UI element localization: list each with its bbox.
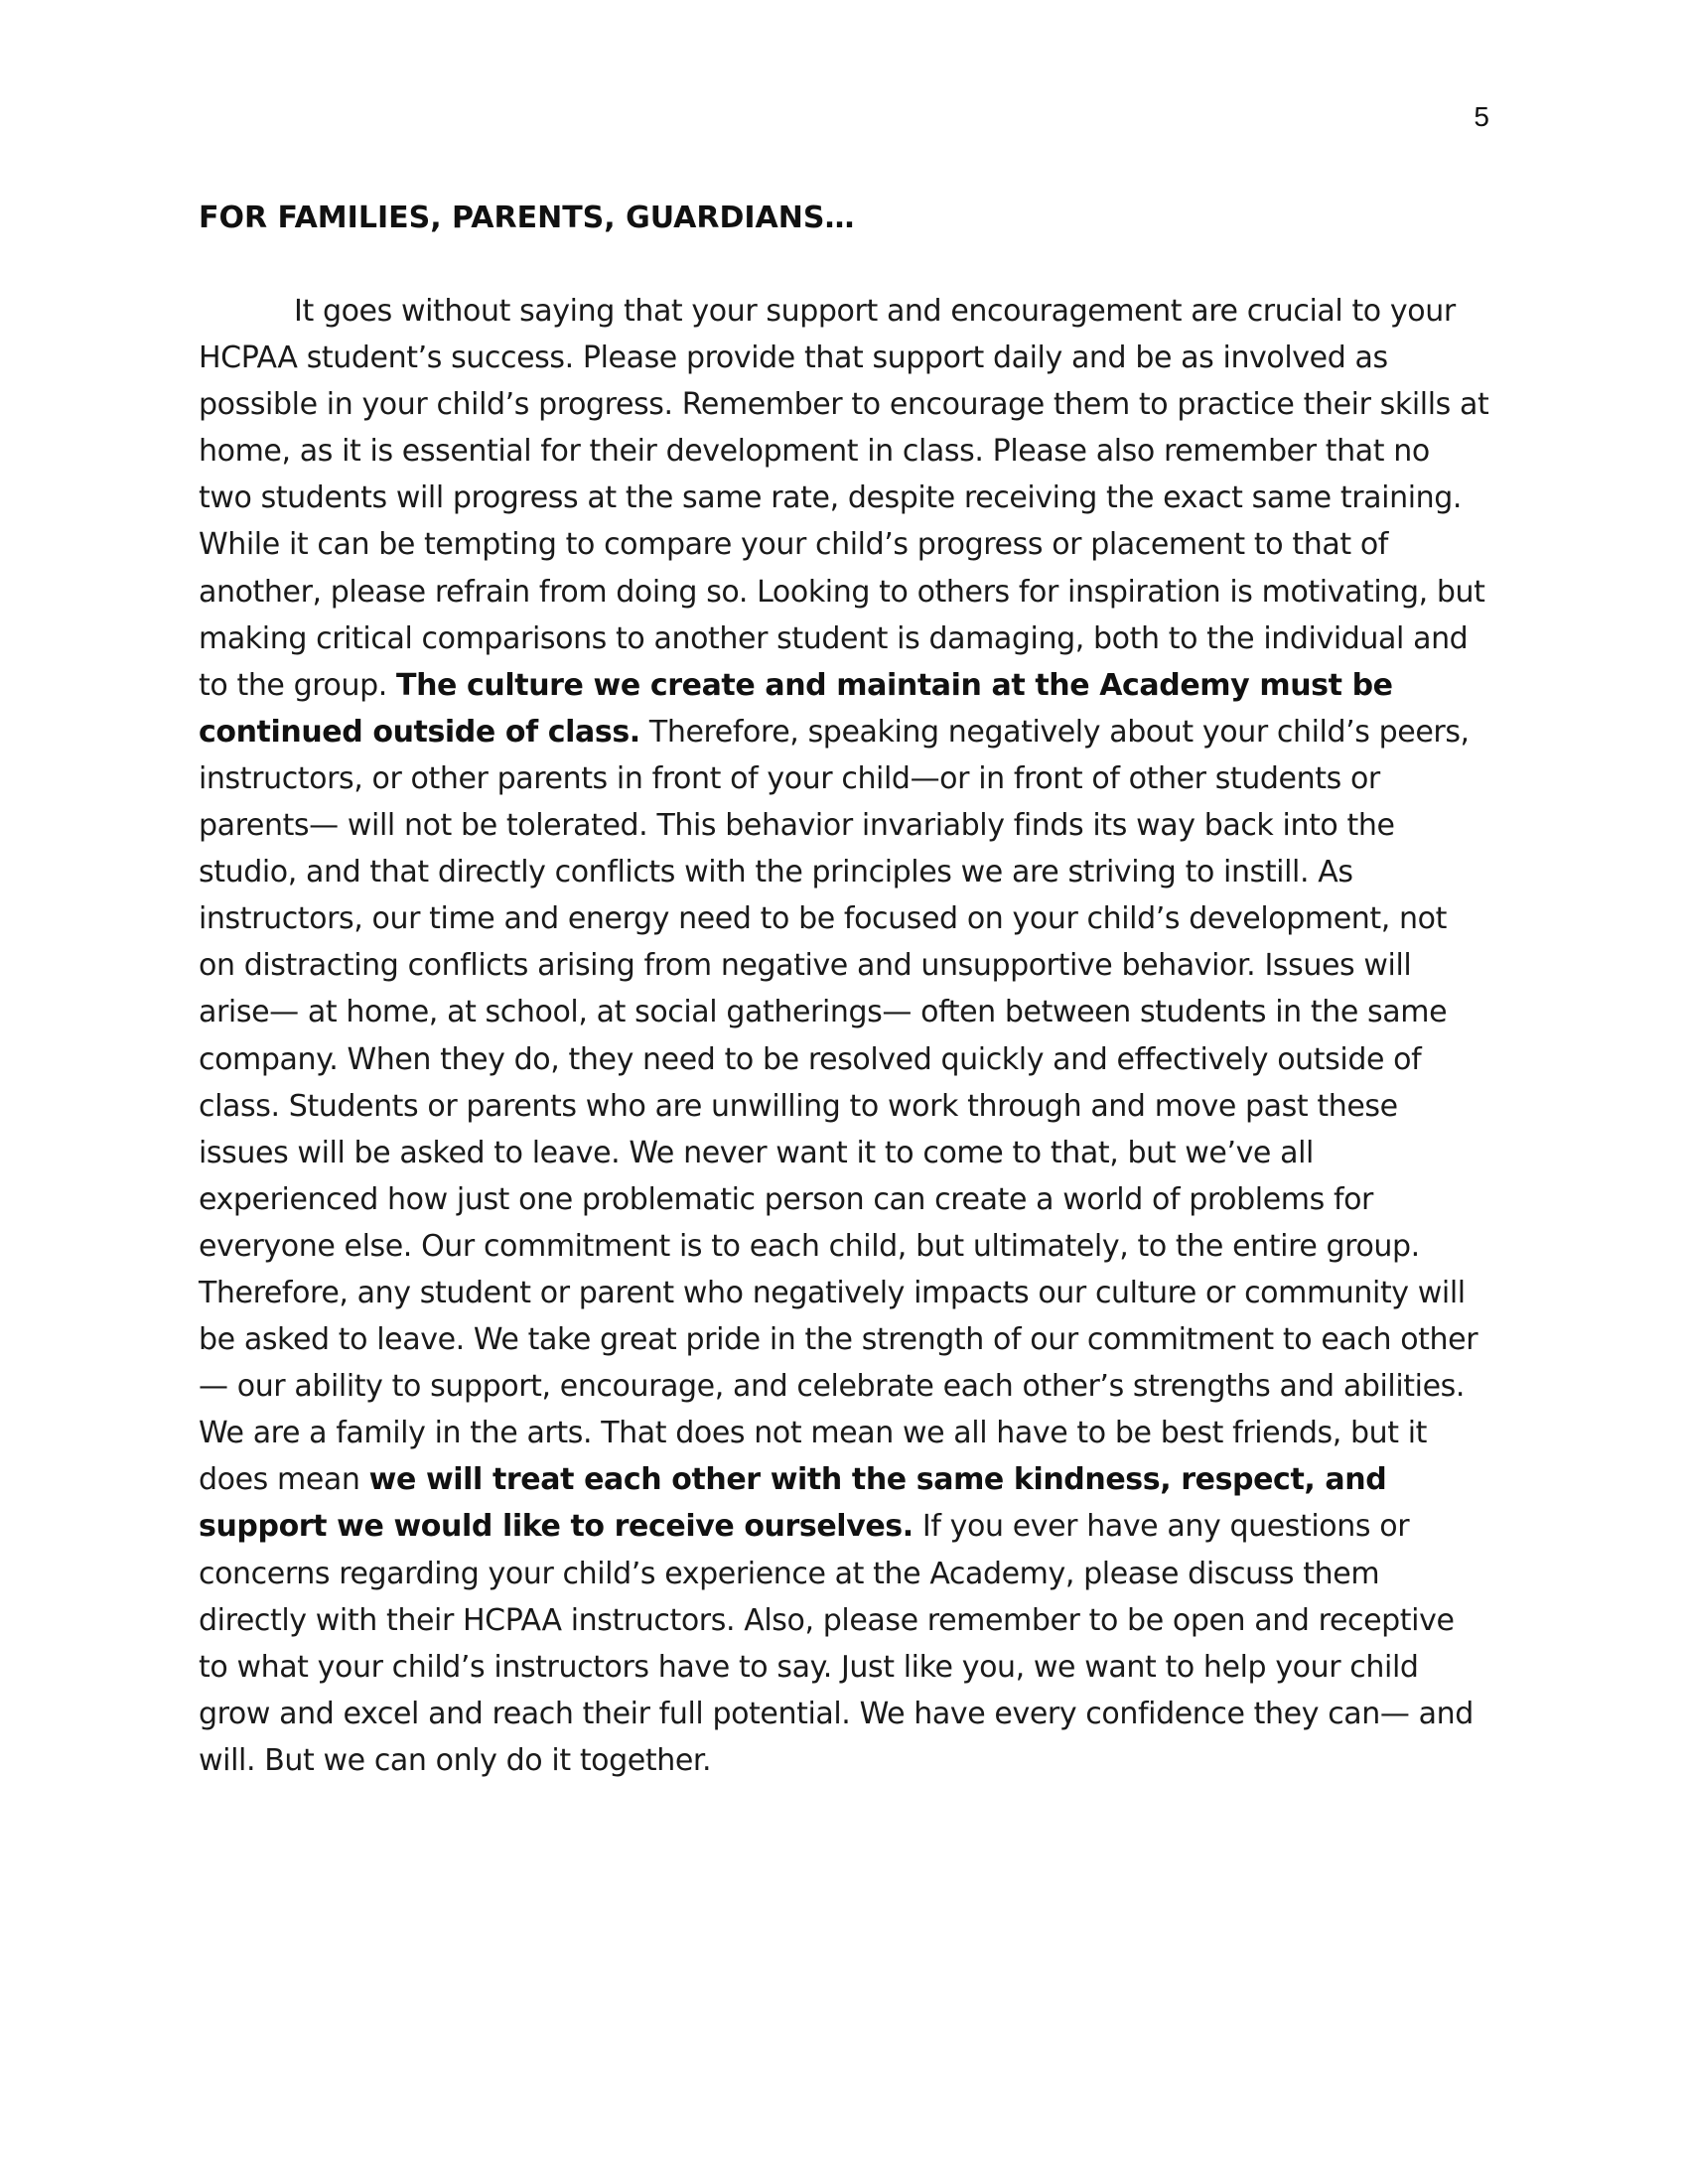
- body-text-part-3: If you ever have any questions or concerns regarding your child’s experience at the Academy, please discuss them directly with their HCPAA instructors. Also, please remember to be open and receptive to what your child’s instructors have to say. Just like you, we want to help your child grow and excel and reach their full potential. We have every confidence they can— and will. But we can only do it together.: [199, 1509, 1474, 1778]
- body-text-part-1: It goes without saying that your support and encouragement are crucial to your HCPAA student’s success. Please provide that support daily and be as involved as possible in your child’s progress. Remember to encourage them to practice their skills at home, as it is essential for their development in class. Please also remember that no two students will progress at the same rate, despite receiving the exact same training. While it can be tempting to compare your child’s progress or placement to that of another, please refrain from doing so. Looking to others for inspiration is motivating, but making critical comparisons to another student is damaging, both to the individual and to the group.: [199, 294, 1489, 703]
- body-emphasis-2: we will treat each other with the same kindness, respect, and support we would like to receive ourselves.: [199, 1462, 1387, 1545]
- body-emphasis-1: The culture we create and maintain at the Academy must be continued outside of class.: [199, 667, 1393, 750]
- section-heading: FOR FAMILIES, PARENTS, GUARDIANS…: [199, 201, 855, 235]
- page-number: 5: [1474, 101, 1489, 132]
- body-paragraph: [199, 288, 1489, 1784]
- body-text-part-2: Therefore, speaking negatively about your child’s peers, instructors, or other parents in front of your child—or in front of other students or parents— will not be tolerated. This behavior invariably finds its way back into the studio, and that directly conflicts with the principles we are striving to instill. As instructors, our time and energy need to be focused on your child’s development, not on distracting conflicts arising from negative and unsupportive behavior. Issues will arise— at home, at school, at social gatherings— often between students in the same company. When they do, they need to be resolved quickly and effectively outside of class. Students or parents who are unwilling to work through and move past these issues will be asked to leave. We never want it to come to that, but we’ve all experienced how just one problematic person can create a world of problems for everyone else. Our commitment is to each child, but ultimately, to the entire group. Therefore, any student or parent who negatively impacts our culture or community will be asked to leave. We take great pride in the strength of our commitment to each other— our ability to support, encourage, and celebrate each other’s strengths and abilities. We are a family in the arts. That does not mean we all have to be best friends, but it does mean: [199, 714, 1478, 1498]
